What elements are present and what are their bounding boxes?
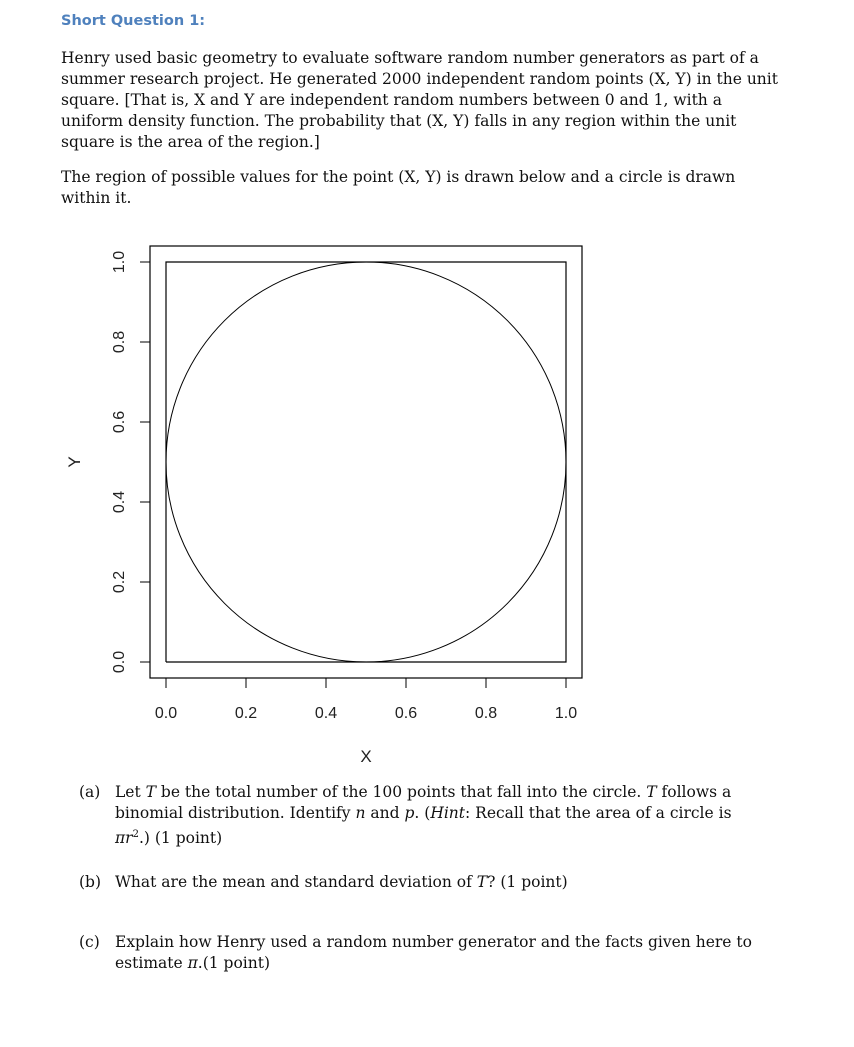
y-tick-label: 0.8 xyxy=(111,330,128,354)
question-a-text: Let T be the total number of the 100 points that fall into the circle. T follows a binomial distribution. Identify n and p. (Hint: Recall that the area of a circle is $\pi r^2$.) (1 point) xyxy=(115,783,732,848)
x-tick-label: 0.8 xyxy=(474,705,498,722)
question-c-text: Explain how Henry used a random number generator and the facts given here to estimate π.(1 point) xyxy=(115,933,752,972)
region-paragraph: The region of possible values for the point (X, Y) is drawn below and a circle is drawn within it. xyxy=(61,168,736,207)
plot-frame xyxy=(150,246,582,678)
question-a-label: (a) xyxy=(79,783,101,801)
x-tick-label: 1.0 xyxy=(554,705,578,722)
question-c-label: (c) xyxy=(79,933,100,951)
question-b xyxy=(79,872,779,894)
question-b-label: (b) xyxy=(79,873,102,891)
y-tick-label: 0.2 xyxy=(111,570,128,594)
y-tick-label: 0.6 xyxy=(111,410,128,434)
y-tick-label: 0.4 xyxy=(111,490,128,514)
x-tick-label: 0.2 xyxy=(234,705,258,722)
x-tick-label: 0.6 xyxy=(394,705,418,722)
intro-paragraph: Henry used basic geometry to evaluate software random number generators as part of a summer research project. He generated 2000 independent random points (X, Y) in the unit square. [That is, X and Y are independent random numbers between 0 and 1, with a uniform density function. The probability that (X, Y) falls in any region within the unit square is the area of the region.] xyxy=(61,49,778,151)
x-tick-label: 0.0 xyxy=(154,705,178,722)
y-axis-label: Y xyxy=(65,456,84,468)
question-b-text: What are the mean and standard deviation of T? (1 point) xyxy=(115,873,568,891)
x-axis-label: X xyxy=(360,747,372,766)
question-c xyxy=(79,932,779,976)
question-a xyxy=(79,782,779,848)
y-tick-label: 0.0 xyxy=(111,650,128,674)
y-tick-label: 1.0 xyxy=(111,250,128,274)
inscribed-circle xyxy=(166,262,566,662)
x-tick-label: 0.4 xyxy=(314,705,338,722)
unit-square xyxy=(166,262,566,662)
question-heading: Short Question 1: xyxy=(61,13,206,29)
